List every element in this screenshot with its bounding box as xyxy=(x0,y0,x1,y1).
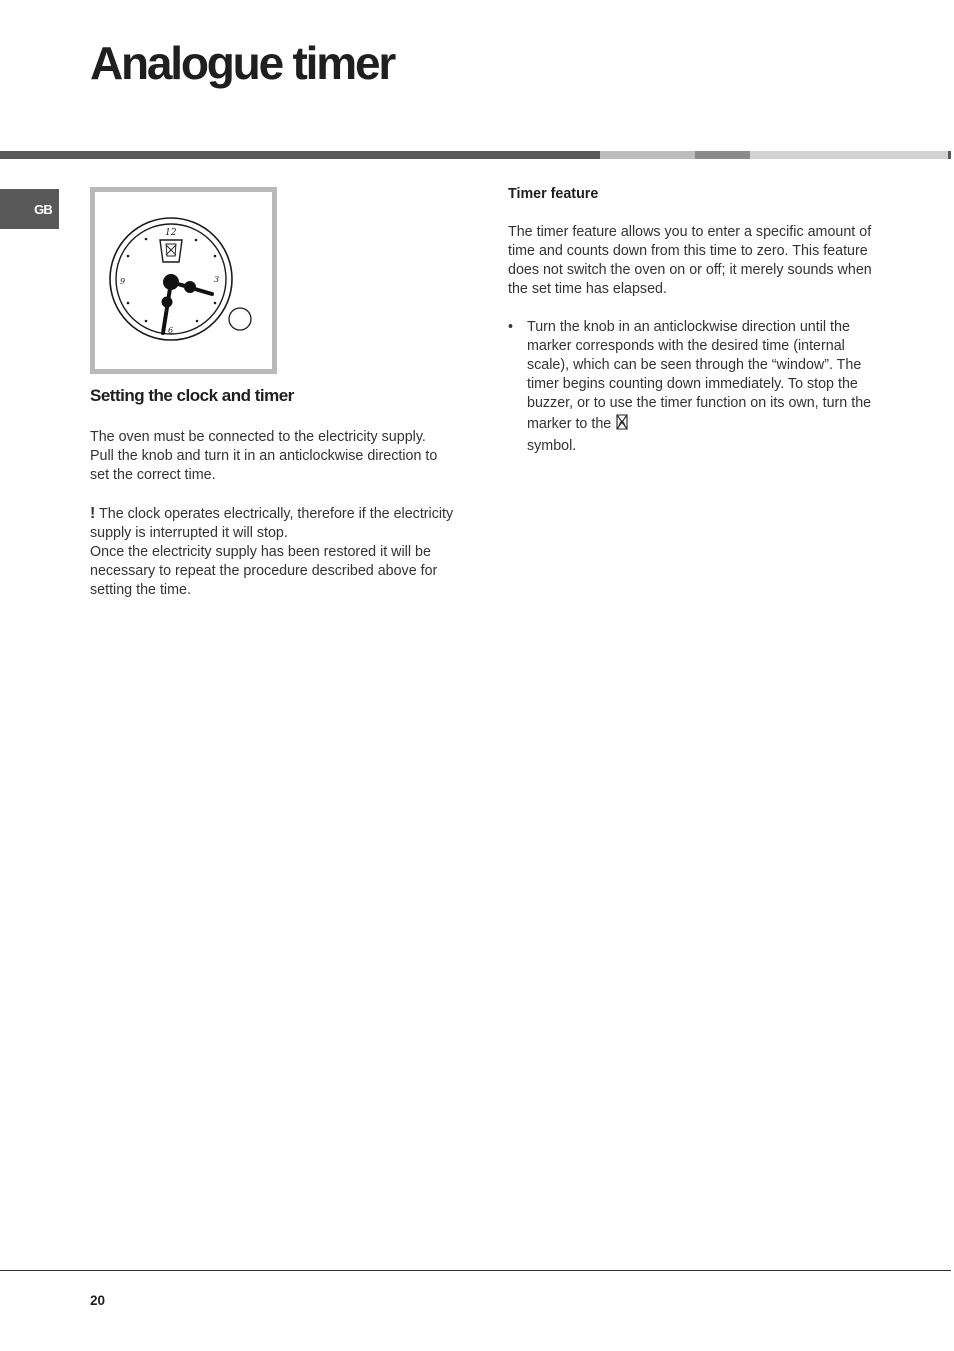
header-bar-light xyxy=(600,151,695,159)
page-number: 20 xyxy=(90,1293,106,1308)
warning-mark: ! xyxy=(90,505,96,522)
bullet-dot: • xyxy=(508,319,514,335)
bell-off-icon xyxy=(615,413,629,437)
bullet-text: Turn the knob in an anticlockwise direction until the marker corresponds with the desired time (internal scale), which can be seen through the “window”. The timer begins counting down immediately. To stop the buzzer, or to use the timer function on its own, turn the marker to the xyxy=(527,319,872,432)
header-bar-dark xyxy=(0,151,600,159)
clock-figure xyxy=(90,187,277,374)
footer-divider xyxy=(0,1270,951,1271)
dial-label-12: 12 xyxy=(165,228,177,238)
dial-label-3: 3 xyxy=(214,275,220,284)
analogue-clock-icon xyxy=(95,192,272,369)
bullet-text-end: symbol. xyxy=(527,438,577,454)
paragraph-set-time: Pull the knob and turn it in an anticlockwise direction to set the correct time. xyxy=(90,448,438,483)
dial-label-9: 9 xyxy=(120,277,126,286)
paragraph-clock-electric: The clock operates electrically, therefore if the electricity supply is interrupted it will stop. xyxy=(90,506,454,541)
list-item xyxy=(508,318,888,456)
paragraph-restore-procedure: Once the electricity supply has been restored it will be necessary to repeat the procedure described above for setting the time. xyxy=(90,544,438,598)
left-column-text xyxy=(90,428,460,619)
language-tab xyxy=(0,189,59,229)
language-tab-label: GB xyxy=(34,201,52,217)
paragraph-power-connection: The oven must be connected to the electricity supply. xyxy=(90,429,426,445)
timer-feature-intro: The timer feature allows you to enter a specific amount of time and counts down from this time to zero. This feature does not switch the oven on or off; it merely sounds when the set time has elapsed. xyxy=(508,224,872,297)
timer-feature-heading: Timer feature xyxy=(508,186,599,202)
section-heading-setting-clock: Setting the clock and timer xyxy=(90,386,294,405)
header-bar-mid xyxy=(695,151,750,159)
dial-label-6: 6 xyxy=(168,326,174,335)
page-title: Analogue timer xyxy=(90,37,395,89)
right-column-text xyxy=(508,185,888,456)
header-bar-lightest xyxy=(750,151,948,159)
header-bar-end xyxy=(948,151,951,159)
